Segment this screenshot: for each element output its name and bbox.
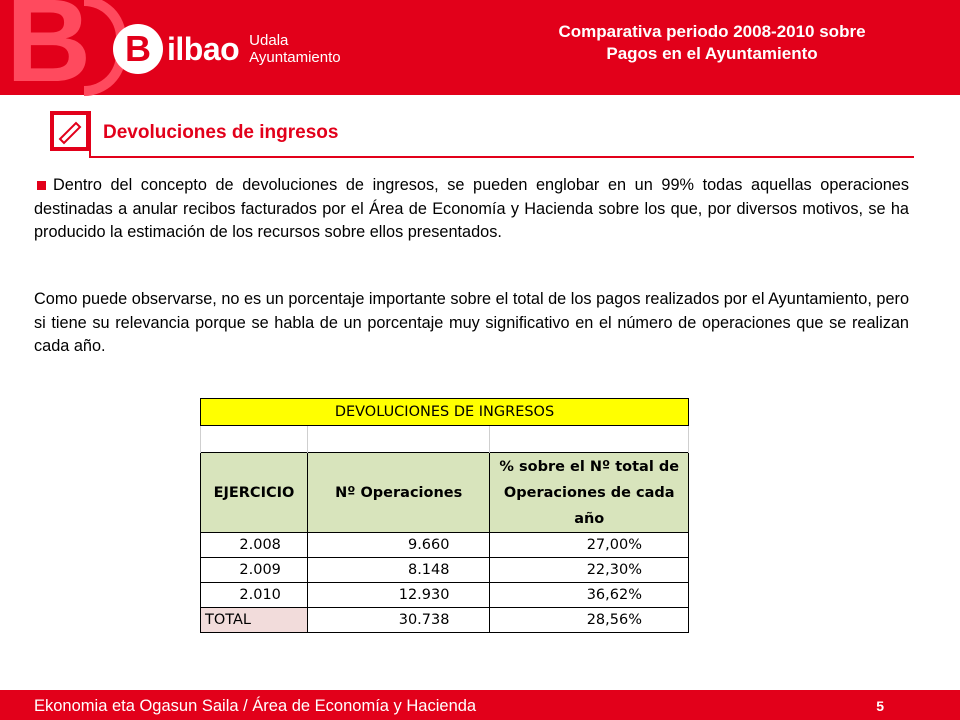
footer-text: Ekonomia eta Ogasun Saila / Área de Economía y Hacienda xyxy=(34,697,477,715)
header-band xyxy=(0,0,960,107)
cell-pct: 36,62% xyxy=(490,583,689,608)
table-row xyxy=(201,583,689,608)
page-number: 5 xyxy=(876,698,884,714)
logo-sub-line1: Udala xyxy=(249,32,289,49)
table-row xyxy=(201,533,689,558)
bilbao-logo xyxy=(113,22,341,76)
header-porcentaje: % sobre el Nº total de Operaciones de cada año xyxy=(490,453,689,533)
cell-pct: 22,30% xyxy=(490,558,689,583)
cell-pct: 27,00% xyxy=(490,533,689,558)
paragraph-1 xyxy=(34,174,909,245)
table-header-row xyxy=(201,453,689,533)
logo-word: ilbao xyxy=(167,30,240,67)
cell-ops: 12.930 xyxy=(307,583,490,608)
cell-total-ops: 30.738 xyxy=(307,608,490,633)
cell-ops: 9.660 xyxy=(307,533,490,558)
header-ejercicio: EJERCICIO xyxy=(201,453,308,533)
logo-subtitle xyxy=(249,32,340,66)
footer-band xyxy=(0,690,960,720)
paragraph-1-text: Dentro del concepto de devoluciones de ingresos, se pueden englobar en un 99% todas aquellas operaciones destinadas a anular recibos facturados por el Área de Economía y Hacienda sobre los que, por diversos motivos, se ha producido la estimación de los recursos sobre ellos presentados. xyxy=(34,176,909,241)
cell-ops: 8.148 xyxy=(307,558,490,583)
header-operaciones: Nº Operaciones xyxy=(307,453,490,533)
section-divider-vertical xyxy=(89,111,91,157)
bullet-icon xyxy=(37,181,46,190)
table-title-row xyxy=(201,399,689,426)
table-total-row xyxy=(201,608,689,633)
paragraph-2: Como puede observarse, no es un porcentaje importante sobre el total de los pagos realizados por el Ayuntamiento, pero si tiene su relevancia porque se habla de un porcentaje muy significativo en el número de operaciones que se realizan cada año. xyxy=(34,290,909,355)
cell-year: 2.008 xyxy=(201,533,308,558)
section-divider-horizontal xyxy=(89,156,914,158)
logo-circle xyxy=(113,24,163,74)
page-title-line1: Comparativa periodo 2008-2010 sobre xyxy=(558,22,866,41)
section-title: Devoluciones de ingresos xyxy=(103,122,339,143)
table-row xyxy=(201,558,689,583)
page-title-line2: Pagos en el Ayuntamiento xyxy=(606,44,818,63)
cell-total-label: TOTAL xyxy=(201,608,308,633)
cell-total-pct: 28,56% xyxy=(490,608,689,633)
big-b-watermark-icon: B xyxy=(6,0,87,100)
logo-sub-line2: Ayuntamiento xyxy=(249,49,341,66)
section-marker-icon xyxy=(50,111,90,151)
cell-year: 2.010 xyxy=(201,583,308,608)
cell-year: 2.009 xyxy=(201,558,308,583)
logo-letter: B xyxy=(125,28,151,69)
page-title xyxy=(512,21,912,65)
table-title: DEVOLUCIONES DE INGRESOS xyxy=(201,399,689,426)
devoluciones-table xyxy=(200,398,689,633)
table-blank-row xyxy=(201,426,689,453)
